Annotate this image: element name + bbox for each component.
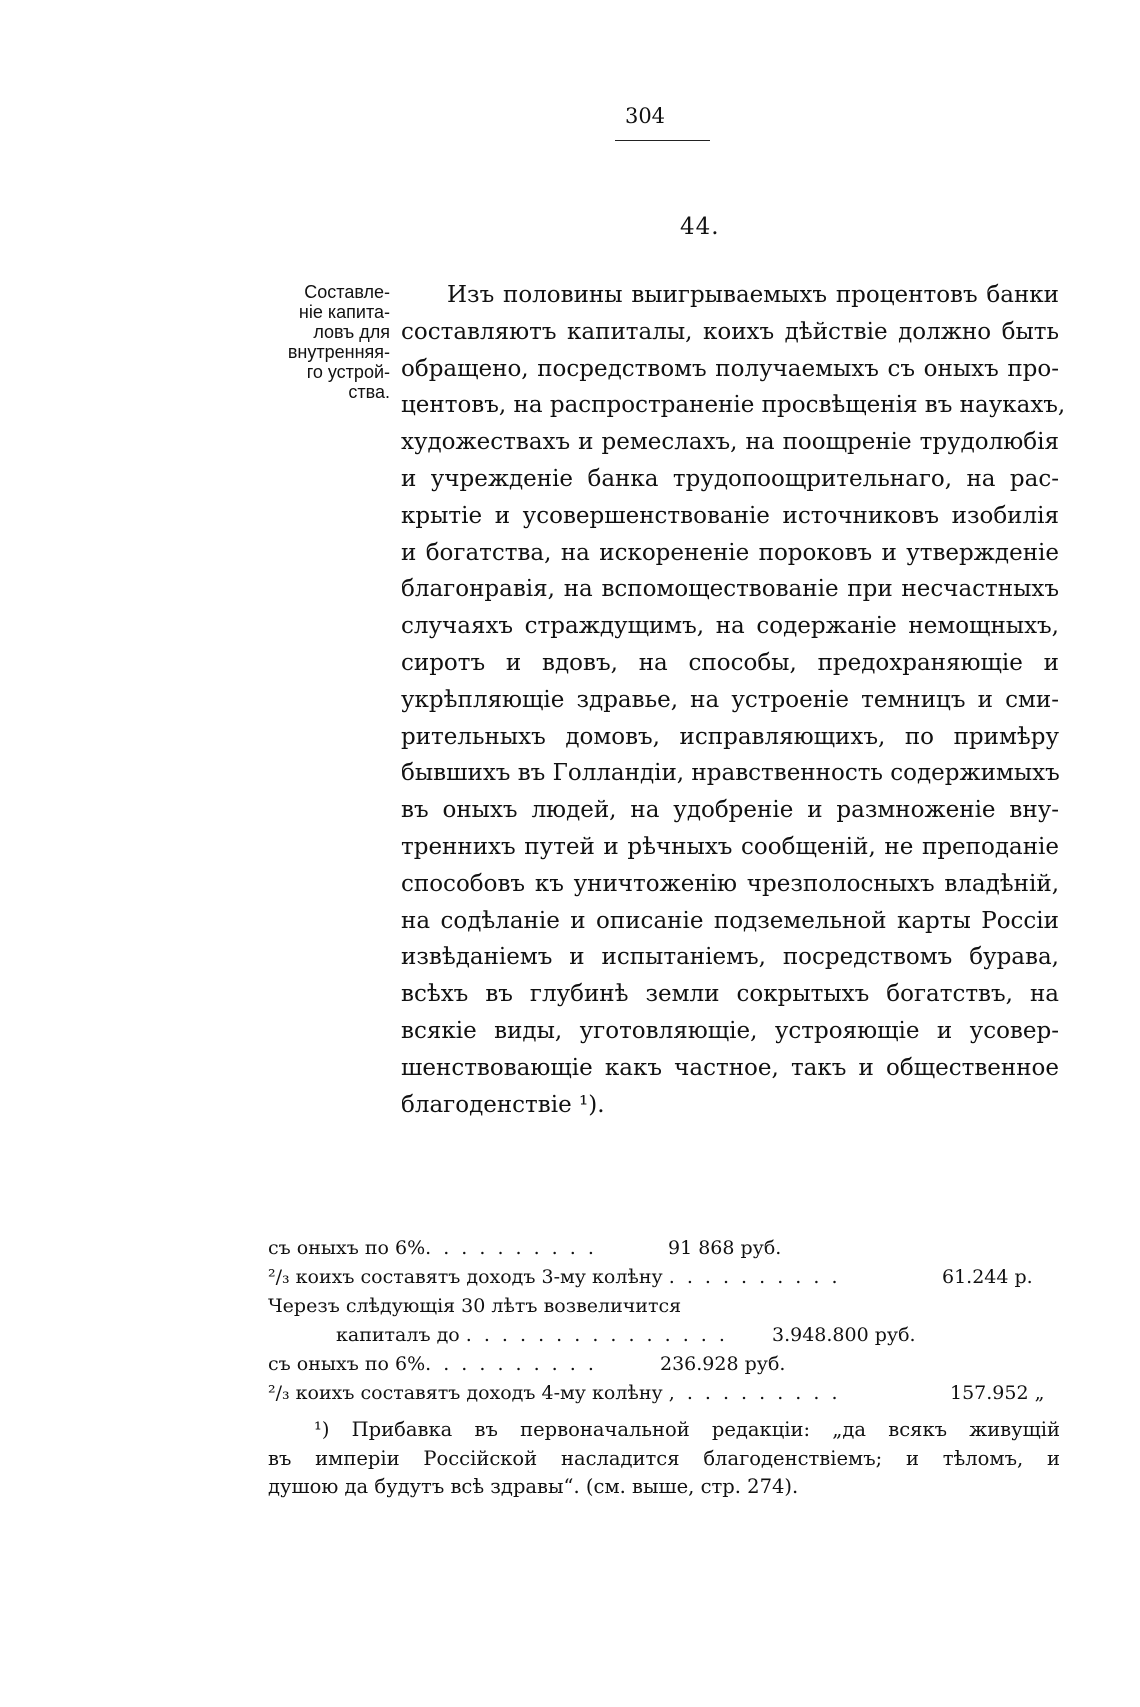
calc-value: 91 868 руб. <box>668 1237 782 1259</box>
body-line: всѣхъ въ глубинѣ земли сокрытыхъ богатствъ, на <box>401 981 1059 1008</box>
footnote-line: душою да будутъ всѣ здравы“. (см. выше, стр. 274). <box>268 1475 799 1498</box>
footnote-line: ¹) Прибавка въ первоначальной редакціи: „да всякъ живущій <box>314 1418 1060 1441</box>
body-line: рительныхъ домовъ, исправляющихъ, по примѣру <box>401 723 1059 750</box>
calc-extra: 61.244 р. <box>942 1266 1033 1288</box>
margin-note-line: Составле- <box>304 282 390 302</box>
calc-line <box>268 1382 1045 1404</box>
body-line: крытіе и усовершенствованіе источниковъ изобилія <box>401 502 1059 529</box>
body-line: треннихъ путей и рѣчныхъ сообщеній, не преподаніе <box>401 833 1059 860</box>
body-line: и учрежденіе банка трудопоощрительнаго, на рас- <box>401 465 1059 492</box>
calc-dots: . . . . . . . . . . <box>668 1266 841 1288</box>
calc-label: ²/₃ коихъ составятъ доходъ 3-му колѣну <box>268 1266 663 1288</box>
margin-note-line: ства. <box>348 382 390 402</box>
footnote <box>268 1416 1060 1502</box>
calc-dots: . . . . . . . . . . <box>425 1237 597 1259</box>
page-number: 304 <box>624 104 666 128</box>
body-line: и богатства, на искорененіе пороковъ и утвержденіе <box>401 539 1059 566</box>
calc-line <box>336 1324 916 1346</box>
calc-value: 3.948.800 руб. <box>772 1324 916 1346</box>
calc-value: 236.928 руб. <box>660 1353 786 1375</box>
body-line: благонравія, на вспомоществованіе при несчастныхъ <box>401 576 1059 603</box>
body-line: обращено, посредствомъ получаемыхъ съ оныхъ про- <box>401 355 1059 382</box>
body-line: центовъ, на распространеніе просвѣщенія въ наукахъ, <box>401 392 1066 419</box>
page-number-rule <box>615 140 710 141</box>
margin-note-line: ловъ для <box>313 322 390 342</box>
body-line: шенствовающіе какъ частное, такъ и общественное <box>401 1054 1059 1081</box>
calc-dots: . . . . . . . . . . . . . . . <box>465 1324 728 1346</box>
calc-line <box>268 1266 1033 1288</box>
body-line: бывшихъ въ Голландіи, нравственность содержимыхъ <box>401 760 1060 787</box>
body-line: укрѣпляющіе здравье, на устроеніе темницъ и сми- <box>401 686 1059 713</box>
calc-dots: , . . . . . . . . . <box>668 1382 841 1404</box>
section-number: 44. <box>680 214 720 240</box>
body-line: Изъ половины выигрываемыхъ процентовъ банки <box>447 282 1059 308</box>
calc-dots: . . . . . . . . . . <box>425 1353 597 1375</box>
body-line: въ оныхъ людей, на удобреніе и размноженіе вну- <box>401 797 1059 824</box>
body-line: всякіе виды, уготовляющіе, устрояющіе и усовер- <box>401 1017 1059 1044</box>
calc-line <box>268 1295 681 1317</box>
margin-note-line: внутренняя- <box>287 342 390 362</box>
margin-note <box>268 282 390 402</box>
calc-line <box>268 1237 782 1259</box>
calc-label: ²/₃ коихъ составятъ доходъ 4-му колѣну <box>268 1382 663 1404</box>
body-line: способовъ къ уничтоженію чрезполосныхъ владѣній, <box>401 870 1059 897</box>
body-line: составляютъ капиталы, коихъ дѣйствіе должно быть <box>401 318 1059 345</box>
footnote-line: въ имперіи Россійской насладится благоденствіемъ; и тѣломъ, и <box>268 1446 1060 1470</box>
margin-note-line: го устрой- <box>306 362 390 382</box>
body-line: сиротъ и вдовъ, на способы, предохраняющіе и <box>401 649 1059 676</box>
calc-extra: 157.952 „ <box>950 1382 1045 1404</box>
margin-note-line: ніе капита- <box>298 302 390 322</box>
body-line: благоденствіе ¹). <box>401 1091 605 1118</box>
body-line: извѣданіемъ и испытаніемъ, посредствомъ бурава, <box>401 944 1059 971</box>
calc-label: капиталъ до <box>336 1324 460 1346</box>
calc-line <box>268 1353 786 1375</box>
body-line: случаяхъ страждущимъ, на содержаніе немощныхъ, <box>401 613 1059 640</box>
body-line: на содѣланіе и описаніе подземельной карты Россіи <box>401 907 1059 934</box>
calc-label: съ оныхъ по 6% <box>268 1353 426 1375</box>
body-line: художествахъ и ремеслахъ, на поощреніе трудолюбія <box>401 429 1059 456</box>
calc-label: съ оныхъ по 6% <box>268 1237 426 1259</box>
calc-label: Черезъ слѣдующія 30 лѣтъ возвеличится <box>268 1295 682 1317</box>
body-paragraph <box>401 277 1066 1123</box>
